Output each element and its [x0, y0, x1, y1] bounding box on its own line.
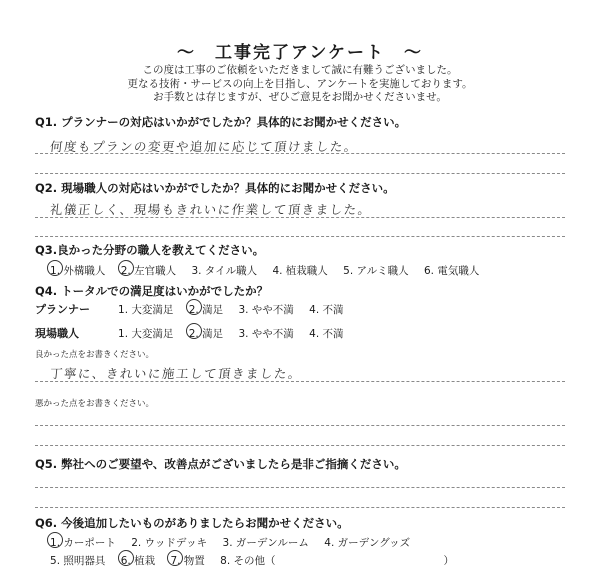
q2-question: Q2. 現場職人の対応はいかがでしたか？具体的にお聞かせください。 [35, 181, 395, 195]
q6-option[interactable]: 2. ウッドデッキ [131, 537, 208, 549]
answer-line [35, 507, 565, 508]
q3-option[interactable]: 6. 電気職人 [423, 265, 480, 277]
q6-option[interactable]: 4. ガーデングッズ [324, 537, 411, 549]
intro-line: 更なる技術・サービスの向上を目指し、アンケートを実施しております。 [127, 77, 473, 90]
q6-question: Q6. 今後追加したいものがありましたらお聞かせください。 [35, 516, 349, 530]
q1-question: Q1. プランナーの対応はいかがでしたか？具体的にお聞かせください。 [35, 115, 407, 129]
q4-option[interactable]: 3. やや不満 [238, 328, 294, 340]
answer-line [35, 217, 565, 218]
survey-title: ～ 工事完了アンケート ～ [177, 43, 423, 63]
q4-row-label-craftsman: 現場職人 [35, 327, 79, 340]
q6-option[interactable]: 5. 照明器具 [50, 555, 106, 567]
q4-option[interactable]: 2. 満足 [188, 328, 224, 340]
q2-answer: 礼儀正しく、現場もきれいに作業して頂きました。 [49, 202, 373, 217]
q6-option[interactable]: 8. その他（ ） [220, 555, 455, 567]
q3-option[interactable]: 4. 植栽職人 [272, 265, 328, 277]
q3-question: Q3.良かった分野の職人を教えてください。 [35, 243, 265, 257]
q6-option[interactable]: 1. カーポート [50, 537, 116, 549]
q4-craftsman-options [118, 326, 356, 341]
intro-line: この度は工事のご依頼をいただきまして誠に有難うございました。 [142, 64, 458, 76]
q3-option[interactable]: 3. タイル職人 [191, 265, 258, 277]
q1-answer: 何度もプランの変更や追加に応じて頂けました。 [49, 139, 359, 154]
answer-line [35, 173, 565, 174]
q4-option[interactable]: 4. 不満 [309, 304, 344, 316]
q4-option[interactable]: 4. 不満 [309, 328, 344, 340]
q4-option[interactable]: 3. やや不満 [238, 304, 294, 316]
q4-planner-options [118, 302, 356, 317]
q4-good-answer: 丁寧に、きれいに施工して頂きました。 [49, 366, 303, 381]
q5-question: Q5. 弊社へのご要望や、改善点がございましたら是非ご指摘ください。 [35, 457, 406, 471]
q3-options [50, 263, 491, 278]
answer-line [35, 425, 565, 426]
q4-option[interactable]: 1. 大変満足 [118, 328, 174, 340]
q3-option[interactable]: 5. アルミ職人 [343, 265, 409, 277]
q4-bad-prompt: 悪かった点をお書きください。 [35, 399, 155, 409]
q4-option[interactable]: 1. 大変満足 [118, 304, 174, 316]
q6-options-row2 [50, 553, 466, 568]
answer-line [35, 381, 565, 382]
q3-option[interactable]: 2. 左官職人 [120, 265, 177, 277]
q4-row-label-planner: プランナー [35, 303, 90, 316]
answer-line [35, 445, 565, 446]
q6-options-row1 [50, 535, 422, 550]
answer-line [35, 487, 565, 488]
intro-line: お手数とは存じますが、ぜひご意見をお聞かせくださいませ。 [153, 91, 447, 103]
q4-good-prompt: 良かった点をお書きください。 [35, 350, 155, 360]
q3-option[interactable]: 1. 外構職人 [50, 265, 106, 277]
q6-option[interactable]: 3. ガーデンルーム [222, 537, 309, 549]
answer-line [35, 153, 565, 154]
q6-option[interactable]: 7. 物置 [170, 555, 205, 567]
q4-option[interactable]: 2. 満足 [188, 304, 224, 316]
answer-line [35, 236, 565, 237]
q6-option[interactable]: 6. 植栽 [120, 555, 156, 567]
q4-question: Q4. トータルでの満足度はいかがでしたか？ [35, 284, 269, 298]
intro-text [0, 64, 600, 105]
